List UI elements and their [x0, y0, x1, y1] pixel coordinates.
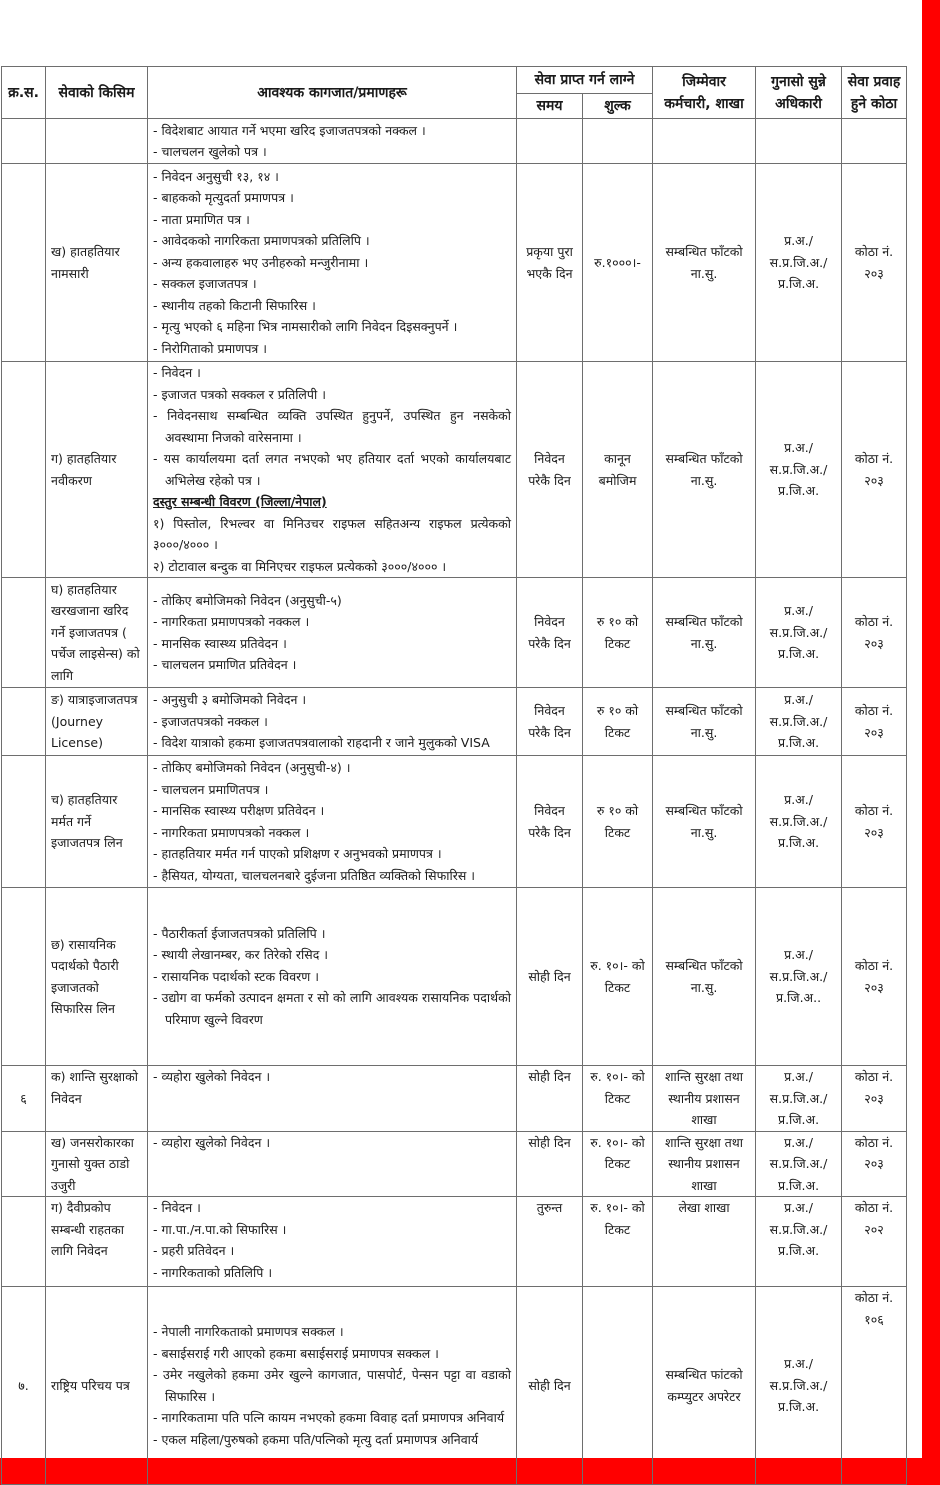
cell-grievance-officer: प्र.अ./ स.प्र.जि.अ./ प्र.जि.अ. — [756, 688, 842, 756]
cell-sn — [2, 164, 46, 362]
cell-service-type: च) हातहतियार मर्मत गर्ने इजाजतपत्र लिन — [46, 756, 148, 888]
cell-fee: रु.१०००।- — [583, 164, 653, 362]
cell-responsible: सम्बन्धित फाँटको ना.सु. — [653, 688, 756, 756]
cell-responsible: सम्बन्धित फांटको कम्प्युटर अपरेटर — [653, 1287, 756, 1485]
document-item: - व्यहोरा खुलेको निवेदन । — [153, 1069, 271, 1084]
cell-grievance-officer: प्र.अ./ स.प्र.जि.अ./ प्र.जि.अ. — [756, 1131, 842, 1197]
cell-grievance-officer: प्र.अ./ स.प्र.जि.अ./ प्र.जि.अ. — [756, 164, 842, 362]
cell-fee — [583, 1287, 653, 1485]
cell-grievance-officer: प्र.अ./ स.प्र.जि.अ./ प्र.जि.अ. — [756, 756, 842, 888]
cell-time: निवेदन परेकै दिन — [517, 756, 583, 888]
table-row — [2, 1131, 907, 1197]
cell-documents — [148, 362, 517, 578]
document-item: - चालचलन प्रमाणितपत्र । — [153, 781, 269, 797]
header-time: समय — [517, 94, 583, 119]
header-fee: शुल्क — [583, 94, 653, 119]
document-item: - रासायनिक पदार्थको स्टक विवरण । — [153, 968, 320, 984]
cell-documents — [148, 164, 517, 362]
header-responsible: जिम्मेवार कर्मचारी, शाखा — [653, 67, 756, 119]
cell-sn — [2, 119, 46, 164]
cell-documents — [148, 688, 517, 756]
cell-time: प्रकृया पुरा भएकै दिन — [517, 164, 583, 362]
cell-time: तुरुन्त — [517, 1197, 583, 1287]
header-service-type: सेवाको किसिम — [46, 67, 148, 119]
table-row — [2, 1066, 907, 1132]
cell-grievance-officer: प्र.अ./ स.प्र.जि.अ./ प्र.जि.अ. — [756, 362, 842, 578]
document-item: - उमेर नखुलेको हकमा उमेर खुल्ने कागजात, पासपोर्ट, पेन्सन पट्टा वा वडाको सिफारिस । — [153, 1367, 511, 1404]
document-item: - नागरिकता प्रमाणपत्रको नक्कल । — [153, 614, 310, 629]
document-item: - निवेदनसाथ सम्बन्धित व्यक्ति उपस्थित हुनुपर्ने, उपस्थित हुन नसकेको अवस्थामा निजको वारेसनामा । — [153, 408, 511, 445]
cell-service-room: कोठा नं. २०२ — [842, 1197, 907, 1287]
header-row-1 — [2, 67, 907, 94]
fee-detail-item: २) टोटावाल बन्दुक वा मिनिएचर राइफल प्रत्येकको ३०००/४००० । — [153, 558, 447, 574]
document-item: - हातहतियार मर्मत गर्न पाएको प्रशिक्षण र अनुभवको प्रमाणपत्र । — [153, 846, 442, 861]
document-item: - मानसिक स्वास्थ्य परीक्षण प्रतिवेदन । — [153, 803, 325, 818]
cell-fee: रु १० को टिकट — [583, 688, 653, 756]
document-item: - स्थानीय तहको किटानी सिफारिस । — [153, 297, 316, 313]
table-row — [2, 119, 907, 164]
cell-service-room: कोठा नं. २०३ — [842, 1066, 907, 1132]
table-row — [2, 578, 907, 688]
cell-responsible: लेखा शाखा — [653, 1197, 756, 1287]
documents-list — [153, 757, 511, 886]
document-item: - बाहकको मृत्युदर्ता प्रमाणपत्र । — [153, 190, 294, 206]
table-body — [2, 119, 907, 1485]
cell-service-type: घ) हातहतियार खरखजाना खरिद गर्ने इजाजतपत्र ( पर्चेज लाइसेन्स) को लागि — [46, 578, 148, 688]
table-row — [2, 688, 907, 756]
cell-service-type — [46, 119, 148, 164]
cell-service-type: छ) रासायनिक पदार्थको पैठारी इजाजतको सिफारिस लिन — [46, 888, 148, 1066]
cell-grievance-officer — [756, 119, 842, 164]
cell-service-room: कोठा नं. २०३ — [842, 164, 907, 362]
table-row — [2, 756, 907, 888]
document-item: - यस कार्यालयमा दर्ता लगत नभएको भए हतियार दर्ता भएको कार्यालयबाट अभिलेख रहेको पत्र । — [153, 451, 511, 488]
document-item: - आवेदकको नागरिकता प्रमाणपत्रको प्रतिलिपि । — [153, 233, 370, 249]
cell-documents — [148, 119, 517, 164]
cell-grievance-officer: प्र.अ./ स.प्र.जि.अ./ प्र.जि.अ. — [756, 1197, 842, 1287]
document-item: - नागरिकताको प्रतिलिपि । — [153, 1264, 273, 1280]
header-documents: आवश्यक कागजात/प्रमाणहरू — [148, 67, 517, 119]
cell-documents — [148, 756, 517, 888]
cell-time: निवेदन परेकै दिन — [517, 362, 583, 578]
document-item: - उद्योग वा फर्मको उत्पादन क्षमता र सो को लागि आवश्यक रासायनिक पदार्थको परिमाण खुल्ने विवरण — [153, 990, 511, 1027]
cell-responsible: शान्ति सुरक्षा तथा स्थानीय प्रशासन शाखा — [653, 1131, 756, 1197]
fee-detail-item: १) पिस्तोल, रिभल्वर वा मिनिउचर राइफल सहितअन्य राइफल प्रत्येकको ३०००/४००० । — [153, 515, 511, 552]
service-charter-table — [1, 66, 907, 1485]
cell-fee: रु १० को टिकट — [583, 756, 653, 888]
document-item: - विदेशबाट आयात गर्ने भएमा खरिद इजाजतपत्रको नक्कल । — [153, 122, 426, 138]
cell-time: सोही दिन — [517, 1131, 583, 1197]
cell-fee: रु १० को टिकट — [583, 578, 653, 688]
cell-responsible — [653, 119, 756, 164]
document-item: - तोकिए बमोजिमको निवेदन (अनुसुची-४) । — [153, 760, 351, 775]
cell-service-type: ग) दैवीप्रकोप सम्बन्धी राहतका लागि निवेदन — [46, 1197, 148, 1287]
cell-grievance-officer: प्र.अ./ स.प्र.जि.अ./ प्र.जि.अ. — [756, 1066, 842, 1132]
document-item: - निवेदन । — [153, 1200, 201, 1215]
documents-list — [153, 1321, 511, 1450]
table-row — [2, 362, 907, 578]
cell-service-room: कोठा नं. २०३ — [842, 756, 907, 888]
cell-sn — [2, 362, 46, 578]
cell-responsible: सम्बन्धित फाँटको ना.सु. — [653, 578, 756, 688]
document-item: - इजाजत पत्रको सक्कल र प्रतिलिपी । — [153, 386, 326, 402]
document-item: - प्रहरी प्रतिवेदन । — [153, 1243, 235, 1258]
cell-documents — [148, 888, 517, 1066]
cell-fee: कानून बमोजिम — [583, 362, 653, 578]
cell-service-type: ङ) यात्राइजाजतपत्र (Journey License) — [46, 688, 148, 756]
table-row — [2, 888, 907, 1066]
document-item: - चालचलन खुलेको पत्र । — [153, 144, 267, 159]
documents-list — [153, 1197, 511, 1283]
document-item: - मृत्यु भएको ६ महिना भित्र नामसारीको लागि निवेदन दिइसक्नुपर्ने । — [153, 319, 458, 335]
cell-service-type: ख) जनसरोकारका गुनासो युक्त ठाडो उजुरी — [46, 1131, 148, 1197]
document-item: - अनुसुची ३ बमोजिमको निवेदन । — [153, 692, 307, 708]
document-item: - हैसियत, योग्यता, चालचलनबारे दुईजना प्रतिष्ठित व्यक्तिको सिफारिस । — [153, 867, 475, 883]
cell-responsible: सम्बन्धित फाँटको ना.सु. — [653, 362, 756, 578]
cell-time: सोही दिन — [517, 1287, 583, 1485]
cell-service-room: कोठा नं. २०३ — [842, 688, 907, 756]
document-item: - इजाजतपत्रको नक्कल । — [153, 713, 268, 729]
documents-list — [153, 923, 511, 1031]
header-grievance-officer: गुनासो सुन्ने अधिकारी — [756, 67, 842, 119]
cell-time: निवेदन परेकै दिन — [517, 688, 583, 756]
cell-service-room: कोठा नं. २०३ — [842, 578, 907, 688]
cell-sn — [2, 1131, 46, 1197]
document-item: - नेपाली नागरिकताको प्रमाणपत्र सक्कल । — [153, 1324, 344, 1339]
cell-time: सोही दिन — [517, 1066, 583, 1132]
cell-time — [517, 119, 583, 164]
document-item: - मानसिक स्वास्थ्य प्रतिवेदन । — [153, 635, 287, 651]
cell-fee: रु. १०।- को टिकट — [583, 1197, 653, 1287]
document-item: - तोकिए बमोजिमको निवेदन (अनुसुची-५) — [153, 592, 342, 608]
documents-list — [153, 1066, 511, 1088]
cell-service-room: कोठा नं. २०३ — [842, 888, 907, 1066]
cell-responsible: सम्बन्धित फाँटको ना.सु. — [653, 888, 756, 1066]
cell-documents — [148, 578, 517, 688]
header-sn: क्र.स. — [2, 67, 46, 119]
cell-service-type: राष्ट्रिय परिचय पत्र — [46, 1287, 148, 1485]
documents-list — [153, 120, 511, 163]
table-row — [2, 1197, 907, 1287]
document-item: - बसाईसराई गरी आएको हकमा बसाईसराई प्रमाणपत्र सक्कल । — [153, 1345, 439, 1361]
document-item: - निवेदन । — [153, 365, 201, 380]
cell-time: निवेदन परेकै दिन — [517, 578, 583, 688]
cell-sn: ६ — [2, 1066, 46, 1132]
cell-sn — [2, 888, 46, 1066]
cell-sn — [2, 1197, 46, 1287]
cell-documents — [148, 1066, 517, 1132]
document-item: - गा.पा./न.पा.को सिफारिस । — [153, 1221, 287, 1237]
document-item: - स्थायी लेखानम्बर, कर तिरेको रसिद । — [153, 947, 329, 963]
cell-grievance-officer: प्र.अ./ स.प्र.जि.अ./ प्र.जि.अ. — [756, 1287, 842, 1485]
cell-service-room: कोठा नं. १०६ — [842, 1287, 907, 1485]
cell-responsible: शान्ति सुरक्षा तथा स्थानीय प्रशासन शाखा — [653, 1066, 756, 1132]
cell-grievance-officer: प्र.अ./ स.प्र.जि.अ./ प्र.जि.अ.. — [756, 888, 842, 1066]
document-item: - अन्य हकवालाहरु भए उनीहरुको मन्जुरीनामा । — [153, 254, 369, 270]
cell-fee: रु. १०।- को टिकट — [583, 888, 653, 1066]
document-item: - व्यहोरा खुलेको निवेदन । — [153, 1134, 271, 1150]
cell-fee: रु. १०।- को टिकट — [583, 1131, 653, 1197]
cell-responsible: सम्बन्धित फाँटको ना.सु. — [653, 164, 756, 362]
document-item: - निवेदन अनुसुची १३, १४ । — [153, 168, 279, 184]
cell-documents — [148, 1197, 517, 1287]
documents-list — [153, 590, 511, 676]
cell-grievance-officer: प्र.अ./ स.प्र.जि.अ./ प्र.जि.अ. — [756, 578, 842, 688]
cell-documents — [148, 1131, 517, 1197]
cell-service-type: क) शान्ति सुरक्षाको निवेदन — [46, 1066, 148, 1132]
cell-fee: रु. १०।- को टिकट — [583, 1066, 653, 1132]
document-item: - एकल महिला/पुरुषको हकमा पति/पत्निको मृत्यु दर्ता प्रमाणपत्र अनिवार्य — [153, 1431, 479, 1447]
table-row — [2, 164, 907, 362]
document-item: - चालचलन प्रमाणित प्रतिवेदन । — [153, 657, 297, 672]
document-item: - नागरिकता प्रमाणपत्रको नक्कल । — [153, 824, 310, 840]
documents-list — [153, 166, 511, 360]
cell-documents — [148, 1287, 517, 1485]
table-row — [2, 1287, 907, 1485]
fee-details-title: दस्तुर सम्बन्धी विवरण (जिल्ला/नेपाल) — [153, 494, 327, 509]
header-required-for-service: सेवा प्राप्त गर्न लाग्ने — [517, 67, 653, 94]
cell-sn — [2, 756, 46, 888]
document-item: - विदेश यात्राको हकमा इजाजतपत्रवालाको राहदानी र जाने मुलुकको VISA — [153, 735, 490, 751]
cell-time: सोही दिन — [517, 888, 583, 1066]
cell-sn: ७. — [2, 1287, 46, 1485]
cell-sn — [2, 688, 46, 756]
cell-service-room — [842, 119, 907, 164]
cell-service-room: कोठा नं. २०३ — [842, 1131, 907, 1197]
cell-responsible: सम्बन्धित फाँटको ना.सु. — [653, 756, 756, 888]
cell-fee — [583, 119, 653, 164]
document-item: - नाता प्रमाणित पत्र । — [153, 211, 250, 227]
document-item: - सक्कल इजाजतपत्र । — [153, 276, 257, 292]
cell-service-type: ग) हातहतियार नवीकरण — [46, 362, 148, 578]
document-item: - पैठारीकर्ता ईजाजतपत्रको प्रतिलिपि । — [153, 925, 326, 941]
cell-service-room: कोठा नं. २०३ — [842, 362, 907, 578]
header-service-room: सेवा प्रवाह हुने कोठा — [842, 67, 907, 119]
cell-service-type: ख) हातहतियार नामसारी — [46, 164, 148, 362]
documents-list — [153, 362, 511, 491]
document-item: - नागरिकतामा पति पत्नि कायम नभएको हकमा विवाह दर्ता प्रमाणपत्र अनिवार्य — [153, 1410, 505, 1425]
document-item: - निरोगिताको प्रमाणपत्र । — [153, 340, 268, 356]
documents-list — [153, 689, 511, 754]
documents-list — [153, 1132, 511, 1154]
cell-sn — [2, 578, 46, 688]
